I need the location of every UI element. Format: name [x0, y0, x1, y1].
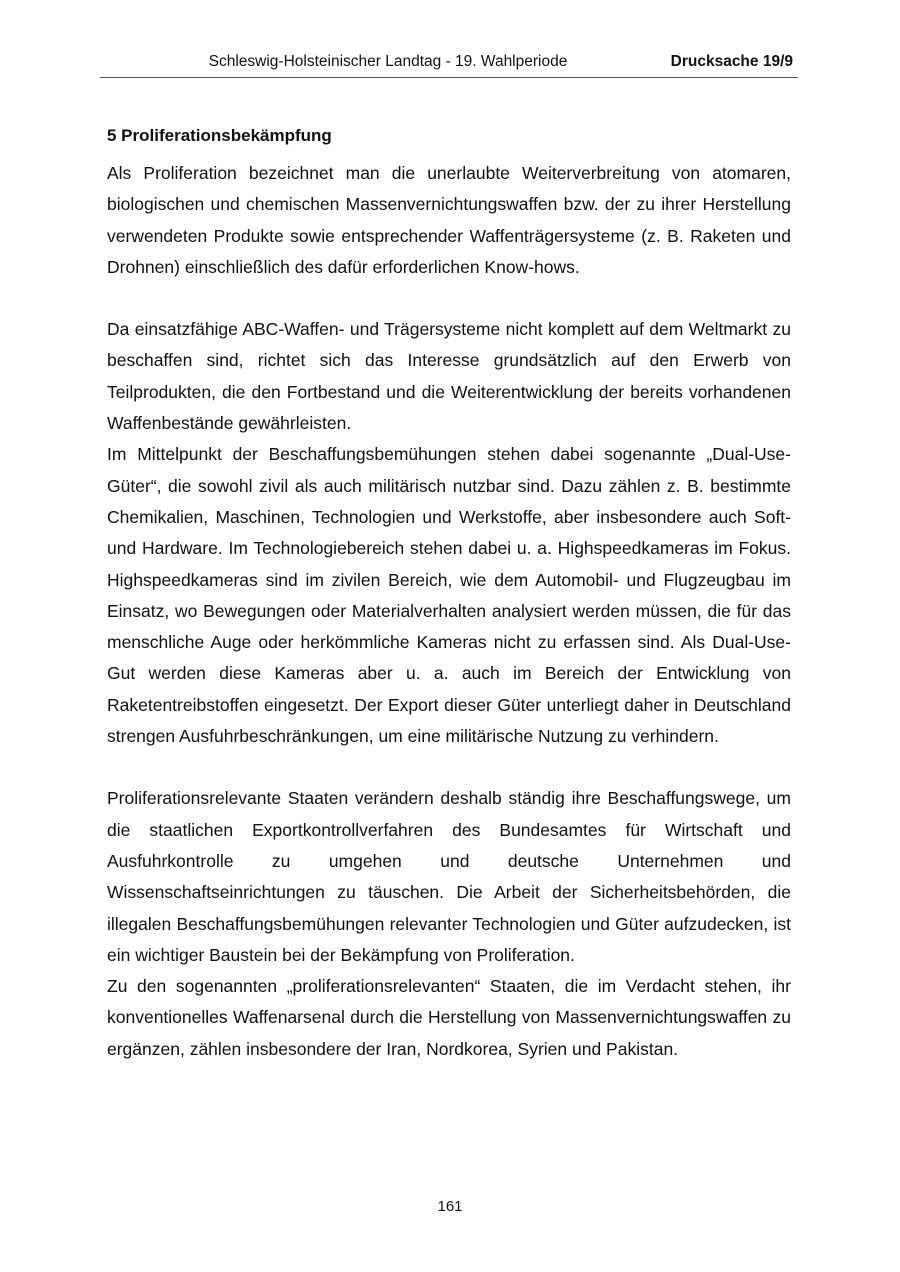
paragraph-dual-use: Im Mittelpunkt der Beschaffungsbemühungen stehen dabei sogenannte „Dual-Use-Güter“, die sowohl zivil als auch militärisch nutzbar sind. Dazu zählen z. B. bestimmte Chemikalien, Maschinen, Technologien und Werkstoffe, aber insbesondere auch Soft- und Hardware. Im Technologiebereich stehen dabei u. a. Highspeedkameras im Fokus. Highspeedkameras sind im zivilen Bereich, wie dem Automobil- und Flugzeugbau im Einsatz, wo Bewegungen oder Materialverhalten analysiert werden müssen, die für das menschliche Auge oder herkömmliche Kameras nicht zu erfassen sind. Als Dual-Use-Gut werden diese Kameras aber u. a. auch im Bereich der Entwicklung von Raketentreibstoffen eingesetzt. Der Export dieser Güter unterliegt daher in Deutschland strengen Ausfuhrbeschränkungen, um eine militärische Nutzung zu verhindern.: [107, 444, 791, 747]
paragraph-definition: Als Proliferation bezeichnet man die unerlaubte Weiterverbreitung von atomaren, biologischen und chemischen Massenvernichtungswaffen bzw. der zu ihrer Herstellung verwendeten Produkte sowie entsprechender Waffenträgersysteme (z. B. Raketen und Drohnen) einschließlich des dafür erforderlichen Know-hows.: [107, 163, 791, 277]
header-title: Schleswig-Holsteinischer Landtag - 19. Wahlperiode: [208, 53, 568, 70]
paragraph-states: Zu den sogenannten „proliferationsrelevanten“ Staaten, die im Verdacht stehen, ihr konventionelles Waffenarsenal durch die Herstellung von Massenvernichtungswaffen zu ergänzen, zählen insbesondere der Iran, Nordkorea, Syrien und Pakistan.: [107, 976, 791, 1059]
paragraph-spacer: [107, 752, 791, 783]
section-heading: 5 Proliferationsbekämpfung: [107, 126, 332, 145]
paragraph-spacer: [107, 283, 791, 314]
paragraph-procurement: Da einsatzfähige ABC-Waffen- und Trägersysteme nicht komplett auf dem Weltmarkt zu beschaffen sind, richtet sich das Interesse grundsätzlich auf den Erwerb von Teilprodukten, die den Fortbestand und die Weiterentwicklung der bereits vorhandenen Waffenbestände gewährleisten.: [107, 319, 791, 434]
paragraph-procurement-routes: Proliferationsrelevante Staaten verändern deshalb ständig ihre Beschaffungswege, um die staatlichen Exportkontrollverfahren des Bundesamtes für Wirtschaft und Ausfuhrkontrolle zu umgehen und deutsche Unternehmen und Wissenschaftseinrichtungen zu täuschen. Die Arbeit der Sicherheitsbehörden, die illegalen Beschaffungsbemühungen relevanter Technologien und Güter aufzudecken, ist ein wichtiger Baustein bei der Bekämpfung von Proliferation.: [107, 788, 791, 965]
page-header: [100, 50, 798, 78]
page-number: 161: [437, 1198, 463, 1215]
document-reference: Drucksache 19/9: [670, 53, 793, 70]
page-content: [107, 124, 791, 1065]
